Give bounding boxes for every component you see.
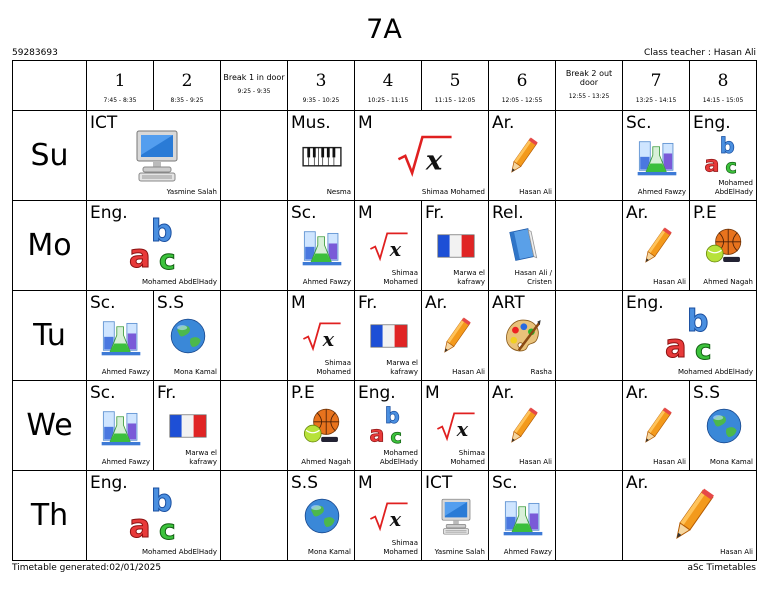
- flag-icon: [167, 405, 209, 447]
- computer-icon: [127, 125, 187, 185]
- subject-label: Ar.: [626, 383, 649, 403]
- subject-label: M: [291, 293, 306, 313]
- lesson-cell[interactable]: [422, 471, 489, 561]
- period-header: [355, 61, 422, 111]
- teacher-name: Ahmed Nagah: [301, 458, 351, 466]
- lesson-cell[interactable]: [623, 471, 757, 561]
- lesson-cell[interactable]: [422, 381, 489, 471]
- lesson-cell[interactable]: [154, 381, 221, 471]
- lesson-cell[interactable]: [489, 291, 556, 381]
- period-header: [690, 61, 757, 111]
- svg-text:x: x: [389, 238, 402, 262]
- teacher-name: Hasan Ali: [519, 188, 552, 196]
- lesson-cell[interactable]: [154, 291, 221, 381]
- subject-label: Ar.: [492, 113, 515, 133]
- teacher-name: Ahmed Fawzy: [101, 368, 150, 376]
- lesson-cell[interactable]: [422, 291, 489, 381]
- day-label: Su: [13, 111, 87, 201]
- globe-icon: [167, 315, 209, 357]
- subject-label: S.S: [291, 473, 318, 493]
- subject-label: M: [358, 113, 373, 133]
- day-label: Th: [13, 471, 87, 561]
- subject-label: Sc.: [291, 203, 317, 223]
- lesson-cell[interactable]: [288, 201, 355, 291]
- svg-text:x: x: [322, 328, 335, 352]
- svg-text:a: a: [704, 151, 720, 177]
- lesson-cell[interactable]: [288, 381, 355, 471]
- period-header: [288, 61, 355, 111]
- lesson-cell[interactable]: [87, 111, 221, 201]
- svg-text:a: a: [129, 237, 151, 275]
- pencil-icon: [502, 135, 544, 177]
- teacher-name: Hasan Ali: [653, 278, 686, 286]
- teacher-name: Mohamed AbdElHady: [379, 449, 418, 466]
- break-cell: [221, 201, 288, 291]
- flask-icon: [636, 135, 678, 177]
- lesson-cell[interactable]: [87, 471, 221, 561]
- subject-label: Eng.: [90, 203, 128, 223]
- book-icon: [502, 225, 544, 267]
- break-cell: [556, 471, 623, 561]
- subject-label: Eng.: [90, 473, 128, 493]
- period-time: 11:15 - 12:05: [434, 97, 476, 104]
- teacher-name: Hasan Ali: [653, 458, 686, 466]
- break-cell: [556, 111, 623, 201]
- break-cell: [221, 471, 288, 561]
- sqrt-x-icon: [368, 495, 410, 537]
- break-header: [221, 61, 288, 111]
- period-number: 3: [315, 71, 327, 91]
- day-row: [13, 381, 757, 471]
- lesson-cell[interactable]: [623, 111, 690, 201]
- subject-label: S.S: [693, 383, 720, 403]
- subject-label: Sc.: [626, 113, 652, 133]
- period-time: 10:25 - 11:15: [367, 97, 409, 104]
- subject-label: ICT: [425, 473, 453, 493]
- svg-text:c: c: [390, 424, 403, 447]
- subject-label: Eng.: [626, 293, 664, 313]
- subject-label: Fr.: [425, 203, 445, 223]
- pencil-icon: [435, 315, 477, 357]
- lesson-cell[interactable]: [288, 291, 355, 381]
- sqrt-x-icon: [395, 125, 455, 185]
- lesson-cell[interactable]: [489, 471, 556, 561]
- day-label: Tu: [13, 291, 87, 381]
- flask-icon: [100, 315, 142, 357]
- lesson-cell[interactable]: [87, 201, 221, 291]
- sqrt-x-icon: [368, 225, 410, 267]
- teacher-name: Mohamed AbdElHady: [714, 179, 753, 196]
- teacher-name: Mona Kamal: [173, 368, 217, 376]
- lesson-cell[interactable]: [87, 291, 154, 381]
- period-number: 4: [382, 71, 394, 91]
- svg-text:b: b: [151, 485, 173, 519]
- balls-icon: [301, 405, 343, 447]
- class-teacher: Class teacher : Hasan Ali: [644, 48, 756, 58]
- school-id: 59283693: [12, 48, 58, 58]
- subject-label: Fr.: [157, 383, 177, 403]
- svg-text:c: c: [159, 513, 176, 545]
- svg-text:a: a: [665, 327, 687, 365]
- subject-label: Sc.: [492, 473, 518, 493]
- teacher-name: Mona Kamal: [709, 458, 753, 466]
- abc-icon: [368, 405, 410, 447]
- subject-label: M: [425, 383, 440, 403]
- break-cell: [556, 381, 623, 471]
- subject-label: Ar.: [626, 203, 649, 223]
- period-header: [489, 61, 556, 111]
- pencil-icon: [502, 405, 544, 447]
- lesson-cell[interactable]: [355, 291, 422, 381]
- pencil-icon: [636, 405, 678, 447]
- teacher-name: Shimaa Mohamed: [383, 539, 418, 556]
- teacher-name: Ahmed Fawzy: [637, 188, 686, 196]
- timetable-grid: [12, 60, 757, 561]
- piano-icon: [301, 135, 343, 177]
- period-number: 5: [449, 71, 461, 91]
- subject-label: Sc.: [90, 293, 116, 313]
- period-time: 14:15 - 15:05: [702, 97, 744, 104]
- pencil-icon: [663, 485, 723, 545]
- teacher-name: Shimaa Mohamed: [450, 449, 485, 466]
- day-row: [13, 291, 757, 381]
- flag-icon: [435, 225, 477, 267]
- teacher-name: Ahmed Fawzy: [101, 458, 150, 466]
- subject-label: Mus.: [291, 113, 331, 133]
- teacher-name: Marwa el kafrawy: [185, 449, 217, 466]
- palette-icon: [502, 315, 544, 357]
- lesson-cell[interactable]: [623, 201, 690, 291]
- subject-label: Rel.: [492, 203, 524, 223]
- subject-label: ICT: [90, 113, 118, 133]
- period-time: 7:45 - 8:35: [103, 97, 137, 104]
- globe-icon: [703, 405, 745, 447]
- period-header: [623, 61, 690, 111]
- generated-date: Timetable generated:02/01/2025: [12, 563, 162, 573]
- teacher-name: Yasmine Salah: [434, 548, 485, 556]
- sqrt-x-icon: [301, 315, 343, 357]
- svg-text:x: x: [425, 144, 443, 177]
- period-header: [154, 61, 221, 111]
- break-cell: [556, 201, 623, 291]
- class-title: 7A: [366, 14, 402, 45]
- subject-label: M: [358, 203, 373, 223]
- computer-icon: [435, 495, 477, 537]
- corner-cell: [13, 61, 87, 111]
- abc-icon: [127, 215, 187, 275]
- period-header: [422, 61, 489, 111]
- lesson-cell[interactable]: [355, 471, 422, 561]
- teacher-name: Hasan Ali / Cristen: [514, 269, 552, 286]
- svg-text:x: x: [389, 508, 402, 532]
- teacher-name: Hasan Ali: [720, 548, 753, 556]
- lesson-cell[interactable]: [288, 111, 355, 201]
- svg-text:x: x: [456, 418, 469, 442]
- abc-icon: [127, 485, 187, 545]
- lesson-cell[interactable]: [489, 111, 556, 201]
- lesson-cell[interactable]: [355, 201, 422, 291]
- teacher-name: Ahmed Nagah: [703, 278, 753, 286]
- day-label: Mo: [13, 201, 87, 291]
- svg-text:c: c: [725, 154, 738, 177]
- period-time: 13:25 - 14:15: [635, 97, 677, 104]
- period-number: 8: [717, 71, 729, 91]
- pencil-icon: [636, 225, 678, 267]
- break-label: Break 1 in door: [223, 73, 285, 82]
- day-row: [13, 111, 757, 201]
- lesson-cell[interactable]: [288, 471, 355, 561]
- break-header: [556, 61, 623, 111]
- teacher-name: Hasan Ali: [452, 368, 485, 376]
- lesson-cell[interactable]: [690, 201, 757, 291]
- balls-icon: [703, 225, 745, 267]
- break-cell: [221, 111, 288, 201]
- svg-text:c: c: [695, 333, 712, 365]
- globe-icon: [301, 495, 343, 537]
- svg-text:b: b: [151, 215, 173, 249]
- software-credit: aSc Timetables: [687, 563, 756, 573]
- svg-text:b: b: [384, 405, 400, 429]
- period-number: 1: [114, 71, 126, 91]
- break-cell: [556, 291, 623, 381]
- svg-text:a: a: [369, 421, 385, 447]
- teacher-name: Nesma: [326, 188, 351, 196]
- lesson-cell[interactable]: [355, 111, 489, 201]
- subject-label: P.E: [693, 203, 717, 223]
- period-header: [87, 61, 154, 111]
- period-number: 6: [516, 71, 528, 91]
- flag-icon: [368, 315, 410, 357]
- lesson-cell[interactable]: [690, 111, 757, 201]
- lesson-cell[interactable]: [87, 381, 154, 471]
- day-row: [13, 201, 757, 291]
- lesson-cell[interactable]: [355, 381, 422, 471]
- abc-icon: [663, 305, 723, 365]
- teacher-name: Marwa el kafrawy: [453, 269, 485, 286]
- lesson-cell[interactable]: [623, 291, 757, 381]
- teacher-name: Marwa el kafrawy: [386, 359, 418, 376]
- subject-label: ART: [492, 293, 525, 313]
- svg-text:b: b: [687, 305, 709, 339]
- teacher-name: Ahmed Fawzy: [503, 548, 552, 556]
- header-row: [13, 61, 757, 111]
- flask-icon: [301, 225, 343, 267]
- lesson-cell[interactable]: [690, 381, 757, 471]
- period-time: 9:25 - 9:35: [237, 88, 271, 95]
- teacher-name: Mohamed AbdElHady: [677, 368, 753, 376]
- subject-label: P.E: [291, 383, 315, 403]
- teacher-name: Shimaa Mohamed: [383, 269, 418, 286]
- sqrt-x-icon: [435, 405, 477, 447]
- break-cell: [221, 381, 288, 471]
- day-label: We: [13, 381, 87, 471]
- lesson-cell[interactable]: [489, 381, 556, 471]
- flask-icon: [502, 495, 544, 537]
- period-time: 9:35 - 10:25: [302, 97, 340, 104]
- teacher-name: Mona Kamal: [307, 548, 351, 556]
- teacher-name: Yasmine Salah: [166, 188, 217, 196]
- subject-label: Ar.: [425, 293, 448, 313]
- period-number: 2: [181, 71, 193, 91]
- svg-text:b: b: [719, 135, 735, 159]
- period-time: 8:35 - 9:25: [170, 97, 204, 104]
- teacher-name: Shimaa Mohamed: [316, 359, 351, 376]
- break-label: Break 2 out door: [565, 68, 613, 87]
- svg-text:c: c: [159, 243, 176, 275]
- svg-text:a: a: [129, 507, 151, 545]
- day-row: [13, 471, 757, 561]
- period-time: 12:05 - 12:55: [501, 97, 543, 104]
- subject-label: S.S: [157, 293, 184, 313]
- teacher-name: Shimaa Mohamed: [421, 188, 485, 196]
- period-time: 12:55 - 13:25: [568, 92, 610, 100]
- teacher-name: Ahmed Fawzy: [302, 278, 351, 286]
- period-number: 7: [650, 71, 662, 91]
- teacher-name: Rasha: [530, 368, 552, 376]
- subject-label: Ar.: [492, 383, 515, 403]
- subject-label: Eng.: [358, 383, 396, 403]
- subject-label: Ar.: [626, 473, 649, 493]
- flask-icon: [100, 405, 142, 447]
- subject-label: Fr.: [358, 293, 378, 313]
- lesson-cell[interactable]: [489, 201, 556, 291]
- lesson-cell[interactable]: [422, 201, 489, 291]
- teacher-name: Mohamed AbdElHady: [141, 548, 217, 556]
- abc-icon: [703, 135, 745, 177]
- subject-label: M: [358, 473, 373, 493]
- lesson-cell[interactable]: [623, 381, 690, 471]
- teacher-name: Hasan Ali: [519, 458, 552, 466]
- break-cell: [221, 291, 288, 381]
- teacher-name: Mohamed AbdElHady: [141, 278, 217, 286]
- subject-label: Eng.: [693, 113, 731, 133]
- subject-label: Sc.: [90, 383, 116, 403]
